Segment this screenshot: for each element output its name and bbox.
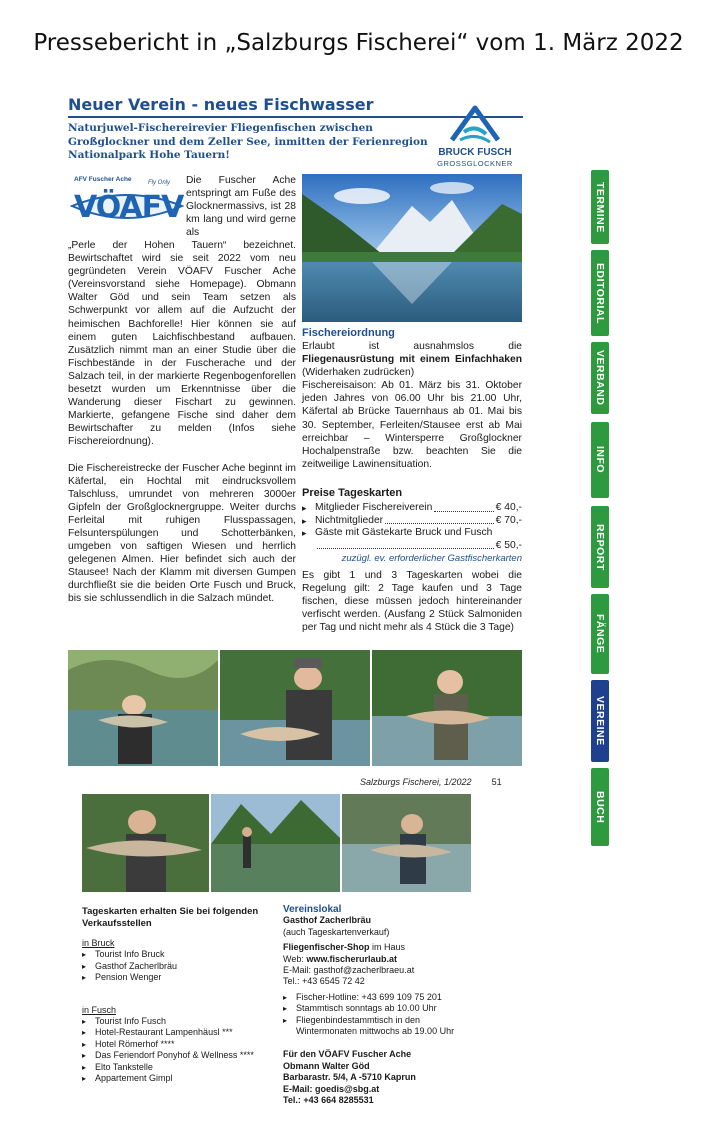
voafv-top-left: AFV Fuscher Ache (74, 176, 132, 183)
price-value: € 40,- (495, 502, 522, 513)
contact-line: Barbarastr. 5/4, A -5710 Kaprun (283, 1072, 416, 1083)
tab-vereine: VEREINE (591, 680, 609, 762)
list-item: ▸ Appartement Gimpl (82, 1073, 278, 1084)
angler-photo-3 (372, 650, 522, 766)
list-item: ▸ Elto Tankstelle (82, 1062, 278, 1073)
tab-faenge: FÄNGE (591, 594, 609, 674)
list-item: ▸ Tourist Info Bruck (82, 949, 278, 960)
bruck-fusch-name: BRUCK FUSCH (438, 147, 512, 158)
list-item: ▸ Stammtisch sonntags ab 10.00 Uhr (283, 1003, 473, 1014)
article-headline: Neuer Verein - neues Fischwasser (68, 95, 374, 114)
vereinslokal-heading: Vereinslokal (283, 904, 342, 915)
web-link[interactable]: www.fischerurlaub.at (306, 953, 398, 964)
list-item: ▸ Fischer-Hotline: +43 699 109 75 201 (283, 992, 473, 1003)
price-label: ▸ Mitglieder Fischereiverein (315, 502, 433, 513)
article-body-left (68, 239, 296, 619)
voafv-main: VÖAFV (74, 190, 184, 225)
article-subheadline: Naturjuwel-Fischereirevier Fliegenfischen zwischen Großglockner und dem Zeller See, inmitten der Ferienregion Nationalpark Hohe Tauern! (68, 122, 428, 161)
vl-bullets (283, 992, 473, 1038)
list-item: ▸ Gasthof Zacherlbräu (82, 961, 278, 972)
sale-points (82, 906, 278, 1084)
list-item: ▸ Fliegenbindestammtisch in den Wintermonaten mittwochs ab 19.00 Uhr (283, 1015, 473, 1038)
fo-rule-pre: Erlaubt ist ausnahmslos die (302, 341, 522, 352)
shop-line: Fliegenfischer-Shop im Haus (283, 942, 406, 953)
vl-email: E-Mail: gasthof@zacherlbraeu.at (283, 965, 415, 976)
angler-photo-5 (342, 794, 471, 892)
price-label: ▸ Gäste mit Gästekarte Bruck und Fusch (315, 527, 493, 539)
fo-rule-post: (Widerhaken zudrücken) (302, 367, 415, 379)
vl-tel: Tel.: +43 6545 72 42 (283, 976, 365, 987)
page-title: Pressebericht in „Salzburgs Fischerei“ vom 1. März 2022 (33, 30, 684, 56)
contact-line: E-Mail: goedis@sbg.at (283, 1083, 380, 1094)
voafv-logo (70, 176, 184, 238)
contact-line: Tel.: +43 664 8285531 (283, 1095, 374, 1106)
vereinslokal-note: (auch Tageskartenverkauf) (283, 926, 390, 937)
page-number: 51 (491, 777, 502, 787)
vereinslokal-block (283, 904, 473, 1107)
sale-title: Tageskarten erhalten Sie bei folgenden Verkaufsstellen (82, 906, 259, 929)
angler-photo-2 (220, 650, 370, 766)
bruck-fusch-logo (430, 102, 520, 174)
price-item (302, 515, 522, 528)
landscape-photo (211, 794, 340, 892)
bruck-list (82, 949, 278, 983)
list-item: ▸ Pension Wenger (82, 972, 278, 983)
vereinslokal-name: Gasthof Zacherlbräu (283, 915, 372, 926)
page-footer (360, 777, 502, 787)
lake-photo (302, 174, 522, 322)
tab-report: REPORT (591, 506, 609, 588)
list-item: ▸ Tourist Info Fusch (82, 1016, 278, 1027)
bruck-heading: in Bruck (82, 938, 115, 948)
body-paragraph-2: Die Fischereistrecke der Fuscher Ache beginnt im Käfertal, ein Hochtal mit eindrucksvollem Talschluss, umrundet von mehreren 3000er Gipfeln der Großglocknergruppe. Weiter durchs Ferleital mit ruhigen Flusspassagen, Felsunterspülungen und Schotterbänken, umgeben von saftigen Wiesen und herrlich gelegenen Almen. Hier befindet sich auch der Stausee! Nach der Klamm mit diversen Gumpen durchfließt sie die beiden Orte Fusch und Bruck, bis sie schlussendlich in die Salzach mündet. (68, 462, 296, 605)
fo-rule-bold: Fliegenausrüstung mit einem Einfachhaken (302, 354, 522, 366)
fo-rule-paragraph (302, 340, 522, 379)
fischereiordnung-heading: Fischereiordnung (302, 327, 395, 339)
tab-info: INFO (591, 422, 609, 498)
prices-list (302, 502, 522, 552)
voafv-top-right: Fly Only (148, 180, 171, 186)
tab-termine: TERMINE (591, 170, 609, 244)
journal-name: Salzburgs Fischerei, 1/2022 (360, 777, 472, 787)
body-paragraph-1: „Perle der Hohen Tauern“ bezeichnet. Bewirtschaftet wird sie seit 2022 vom neu gegründeten Verein VÖAFV Fuscher Ache (Vereinsvorstand siehe Homepage). Obmann Walter Göd und sein Team setzen als Schwerpunkt vor allem auf die Aufzucht der heimischen Bachforelle! Hier können sie auf einem guten Laichfischbestand aufbauen. Zusätzlich nimmt man an einer Studie über die Fischbestände in der Fuscherache und der Salzach teil, in der markierte Regenbogenforellen besetzt wurden um Erkenntnisse über die Wanderung dieser Fischart zu gewinnen. Markierte, gefangene Fische sind daher dem Bewirtschafter zu melden (Infos siehe Fischereiordnung). (68, 240, 296, 448)
price-value: € 70,- (495, 514, 522, 526)
contact-line: Für den VÖAFV Fuscher Ache (283, 1049, 412, 1060)
angler-photo-1 (68, 650, 218, 766)
price-value: € 50,- (495, 539, 522, 551)
tab-verband: VERBAND (591, 342, 609, 414)
list-item: ▸ Hotel Römerhof **** (82, 1039, 278, 1050)
fischereiordnung-text (302, 340, 522, 471)
fusch-list (82, 1016, 278, 1084)
prices-heading: Preise Tageskarten (302, 487, 403, 499)
prices-note: zuzügl. ev. erforderlicher Gastfischerkarten (341, 553, 522, 564)
contact-line: Obmann Walter Göd (283, 1060, 370, 1071)
fo-season-paragraph: Fischereisaison: Ab 01. März bis 31. Oktober jeden Jahres von 06.00 Uhr bis 21.00 Uhr, Käfertal ab Brücke Tauernhaus ab 01. Mai bis 30. September, Ferleiten/Stausee erst ab Mai erreichbar – Wintersperre Großglockner Hochalpenstraße bzw. beachten Sie die zeitweilige Lawinensituation. (302, 380, 522, 470)
list-item: ▸ Hotel-Restaurant Lampenhäusl *** (82, 1027, 278, 1038)
angler-photo-4 (82, 794, 209, 892)
fusch-heading: in Fusch (82, 1004, 117, 1015)
bruck-fusch-sub: GROSSGLOCKNER (437, 159, 513, 168)
price-item (302, 502, 522, 515)
tab-buch: BUCH (591, 768, 609, 846)
price-item (302, 527, 522, 552)
mountain-logo-icon (430, 102, 520, 146)
fo-day-rules: Es gibt 1 und 3 Tageskarten wobei die Regelung gilt: 2 Tage kaufen und 3 Tage fischen, diese müssen jedoch hintereinander verfischt werden. (Ausfang 2 Stück Salmoniden per Tag und nicht mehr als 4 Stück die 3 Tage) (302, 570, 522, 634)
intro-text: Die Fuscher Ache entspringt am Fuße des Glocknermassivs, ist 28 km lang und wird gerne als (186, 175, 296, 239)
price-label: ▸ Nichtmitglieder (315, 514, 384, 526)
contact-block (283, 1049, 473, 1106)
tab-editorial: EDITORIAL (591, 250, 609, 336)
list-item: ▸ Das Feriendorf Ponyhof & Wellness **** (82, 1050, 278, 1061)
web-line: Web: www.fischerurlaub.at (283, 953, 398, 964)
